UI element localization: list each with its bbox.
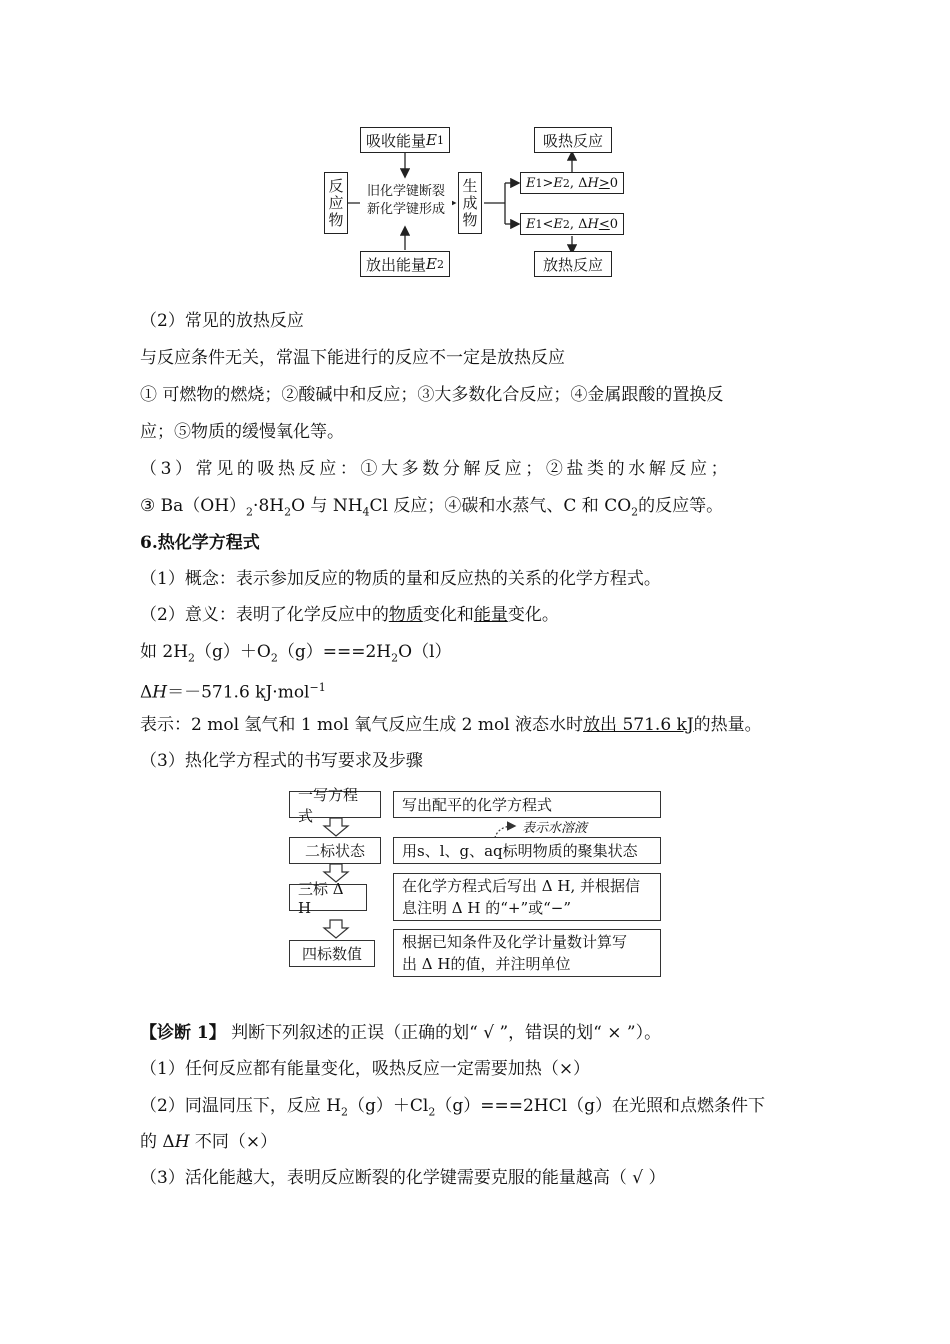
step4-desc-1: 根据已知条件及化学计量数计算写 xyxy=(402,933,628,951)
release-energy-label: 放出能量 xyxy=(366,255,427,274)
step3-label: 三标 Δ H xyxy=(298,880,344,917)
diagnosis-q3: （3）活化能越大，表明反应断裂的化学键需要克服的能量越高（ √ ） xyxy=(140,1168,666,1188)
diagnosis-q2: （2）同温同压下，反应 $H_2(g)+Cl_2(g)===2HCl(g)$在光照和点燃条件下 xyxy=(140,1096,765,1119)
new-bond-label: 新化学键形成 xyxy=(366,202,445,217)
diagnosis-header xyxy=(140,1022,661,1044)
endo-list: ③ $Ba(OH)_2\cdot 8H_2O$ 与 $NH_4Cl$ 反应；④碳和水蒸气、C 和 $CO_2$的反应等。 xyxy=(140,496,724,519)
diagnosis-title: 【诊断 1】 xyxy=(140,1023,226,1043)
step1-desc-box xyxy=(393,791,661,818)
exo-list-1: ① 可燃物的燃烧；②酸碱中和反应；③大多数化合反应；④金属跟酸的置换反 xyxy=(140,385,724,405)
step3-desc-1: 在化学方程式后写出 Δ H, 并根据信 xyxy=(402,877,640,895)
release-subscript: 2 xyxy=(436,257,444,271)
step2-desc-box xyxy=(393,837,661,864)
aq-note: 表示水溶液 xyxy=(522,821,588,836)
diagnosis-q2-cont: 的 ΔH 不同（×） xyxy=(140,1132,278,1152)
step2-desc: 用s、l、g、aq标明物质的聚集状态 xyxy=(402,842,638,860)
step4-desc-box xyxy=(393,929,661,977)
step3-desc-box xyxy=(393,873,661,921)
step1-box xyxy=(289,785,381,825)
exo-list-2: 应；⑤物质的缓慢氧化等。 xyxy=(140,422,344,442)
step4-desc-2: 出 Δ H的值，并注明单位 xyxy=(402,955,571,973)
section-title: 6.热化学方程式 xyxy=(140,533,260,553)
step1-desc: 写出配平的化学方程式 xyxy=(402,796,553,814)
absorb-energy-box: 吸收能量 E 1 xyxy=(360,127,450,153)
absorb-energy-label: 吸收能量 xyxy=(366,131,427,150)
exothermic-label: 放热反应 xyxy=(542,255,603,274)
step3-box xyxy=(289,880,367,917)
diagnosis-prompt: 判断下列叙述的正误（正确的划“ √ ”，错误的划“ × ”）。 xyxy=(225,1023,662,1043)
endo-heading: （3）常见的吸热反应：①大多数分解反应；②盐类的水解反应； xyxy=(140,459,732,479)
diagnosis-q1: （1）任何反应都有能量变化，吸热反应一定需要加热（×） xyxy=(140,1059,591,1079)
endothermic-label: 吸热反应 xyxy=(542,131,603,150)
exo-heading: （2）常见的放热反应 xyxy=(140,311,304,331)
absorb-subscript: 1 xyxy=(436,133,444,147)
step4-box xyxy=(289,940,375,967)
step1-label: 一写方程式 xyxy=(298,785,359,825)
product-label: 生成物 xyxy=(460,177,479,229)
exo-note: 与反应条件无关，常温下能进行的反应不一定是放热反应 xyxy=(140,348,565,368)
condition-endo-box: E 1 > E 2 , Δ H > 0 xyxy=(520,172,624,194)
concept-line: （1）概念：表示参加反应的物质的量和反应热的关系的化学方程式。 xyxy=(140,569,661,589)
old-bond-label: 旧化学键断裂 xyxy=(366,184,445,199)
step4-label: 四标数值 xyxy=(301,945,362,963)
example-equation: 如 $2H_2(g)+O_2(g)===2H_2O(l)$ xyxy=(140,642,452,665)
meaning-explanation: 表示：2 mol 氢气和 1 mol 氧气反应生成 2 mol 液态水时放出 571.6 kJ的热量。 xyxy=(140,715,762,735)
steps-heading: （3）热化学方程式的书写要求及步骤 xyxy=(140,751,423,771)
enthalpy-value: ΔH＝－571.6 kJ·mol$^{-1}$ xyxy=(140,681,326,703)
meaning-line: （2）意义：表明了化学反应中的物质变化和能量变化。 xyxy=(140,605,559,625)
step2-box xyxy=(289,837,381,864)
condition-exo-box: E 1 < E 2 , Δ H < 0 xyxy=(520,213,624,235)
release-energy-box: 放出能量 E 2 xyxy=(360,251,450,277)
reactant-label: 反应物 xyxy=(326,177,345,229)
step2-label: 二标状态 xyxy=(304,842,365,860)
step3-desc-2: 息注明 Δ H 的“+”或“−” xyxy=(402,899,572,917)
